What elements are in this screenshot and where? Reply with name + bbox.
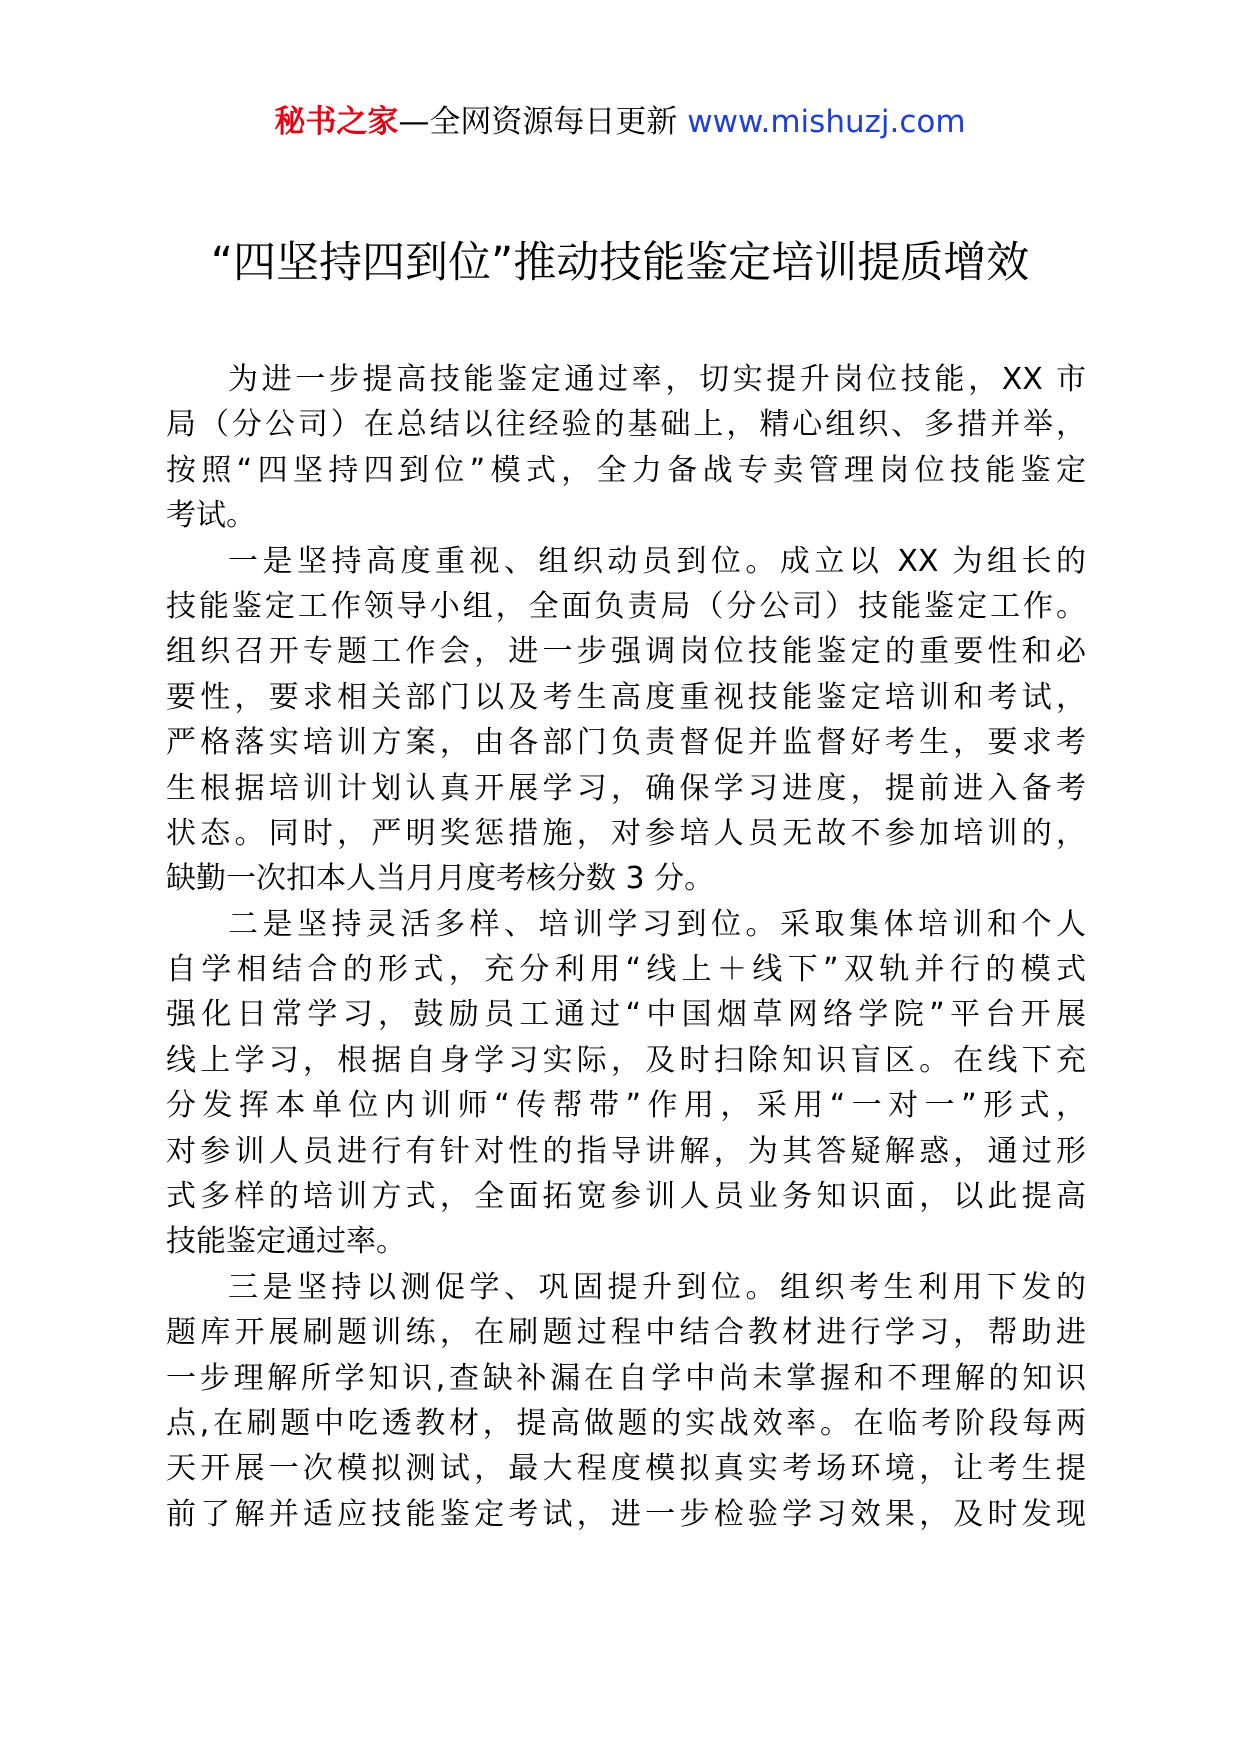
text-line: 为进一步提高技能鉴定通过率，切实提升岗位技能，XX 市 [228, 362, 1086, 397]
text-line: 三是坚持以测促学、巩固提升到位。组织考生利用下发的 [228, 1269, 1086, 1305]
text-line: 技能鉴定工作领导小组，全面负责局（分公司）技能鉴定工作。 [166, 588, 1086, 624]
document-title: “四坚持四到位”推动技能鉴定培训提质增效 [210, 238, 1030, 288]
header-tagline: —全网资源每日更新 [398, 104, 678, 140]
text-line: 自学相结合的形式，充分利用“线上＋线下”双轨并行的模式 [166, 952, 1086, 988]
text-line: 题库开展刷题训练，在刷题过程中结合教材进行学习，帮助进 [166, 1315, 1086, 1351]
text-line: 分发挥本单位内训师“传帮带”作用，采用“一对一”形式， [166, 1088, 1086, 1124]
text-line: 状态。同时，严明奖惩措施，对参培人员无故不参加培训的， [166, 815, 1086, 851]
text-line: 要性，要求相关部门以及考生高度重视技能鉴定培训和考试， [166, 679, 1086, 715]
text-line: 一步理解所学知识,查缺补漏在自学中尚未掌握和不理解的知识 [166, 1360, 1086, 1396]
text-line: 对参训人员进行有针对性的指导讲解，为其答疑解惑，通过形 [166, 1133, 1086, 1169]
text-line: 生根据培训计划认真开展学习，确保学习进度，提前进入备考 [166, 770, 1086, 806]
text-line: 强化日常学习，鼓励员工通过“中国烟草网络学院”平台开展 [166, 997, 1086, 1033]
header-brand: 秘书之家 [274, 104, 399, 140]
text-line: 线上学习，根据自身学习实际，及时扫除知识盲区。在线下充 [166, 1042, 1086, 1078]
text-line: 局（分公司）在总结以往经验的基础上，精心组织、多措并举， [166, 407, 1086, 443]
text-line: 前了解并适应技能鉴定考试，进一步检验学习效果，及时发现 [166, 1496, 1086, 1532]
text-line: 式多样的培训方式，全面拓宽参训人员业务知识面，以此提高 [166, 1179, 1086, 1215]
document-body [166, 357, 1086, 1537]
text-line: 组织召开专题工作会，进一步强调岗位技能鉴定的重要性和必 [166, 634, 1086, 670]
site-header [0, 100, 1240, 144]
text-line: 一是坚持高度重视、组织动员到位。成立以 XX 为组长的 [228, 543, 1086, 579]
text-line: 天开展一次模拟测试，最大程度模拟真实考场环境，让考生提 [166, 1451, 1086, 1487]
text-line: 二是坚持灵活多样、培训学习到位。采取集体培训和个人 [228, 906, 1086, 942]
text-line: 严格落实培训方案，由各部门负责督促并监督好考生，要求考 [166, 725, 1086, 761]
text-line: 按照“四坚持四到位”模式，全力备战专卖管理岗位技能鉴定 [166, 452, 1086, 488]
header-url-link[interactable]: www.mishuzj.com [687, 104, 966, 140]
text-line: 缺勤一次扣本人当月月度考核分数 3 分。 [166, 861, 715, 897]
text-line: 考试。 [166, 498, 256, 534]
text-line: 技能鉴定通过率。 [166, 1224, 406, 1260]
text-line: 点,在刷题中吃透教材，提高做题的实战效率。在临考阶段每两 [166, 1405, 1086, 1441]
